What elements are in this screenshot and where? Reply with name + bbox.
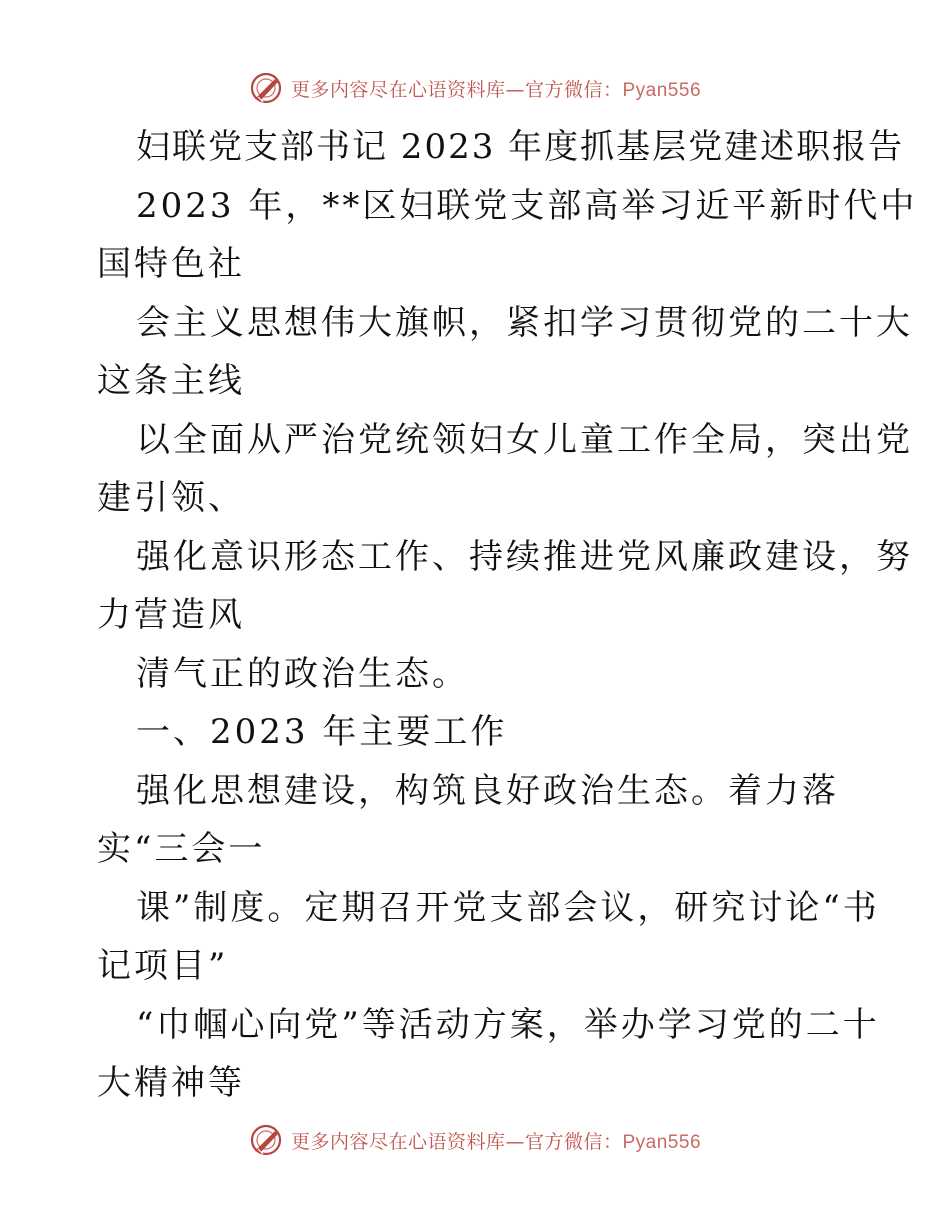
paragraph-line: 清气正的政治生态。 bbox=[136, 653, 469, 694]
footer-watermark bbox=[0, 1118, 950, 1162]
watermark-wechat-id: Pyan556 bbox=[622, 1131, 702, 1153]
paragraph-line: 会主义思想伟大旗帜，紧扣学习贯彻党的二十大 bbox=[136, 302, 913, 343]
section-heading: 一、2023 年主要工作 bbox=[136, 712, 508, 752]
paragraph-line: 建引领、 bbox=[97, 478, 245, 518]
quill-seal-icon bbox=[249, 1123, 283, 1157]
quill-seal-icon bbox=[249, 71, 283, 105]
header-watermark bbox=[0, 66, 950, 110]
watermark-text: 更多内容尽在心语资料库—官方微信： bbox=[290, 1130, 623, 1153]
watermark-text: 更多内容尽在心语资料库—官方微信： bbox=[290, 78, 623, 101]
paragraph-line: 力营造风 bbox=[97, 595, 245, 635]
paragraph-line: “巾帼心向党”等活动方案，举办学习党的二十 bbox=[136, 1004, 880, 1045]
document-title: 妇联党支部书记 2023 年度抓基层党建述职报告 bbox=[136, 127, 905, 167]
paragraph-line: 强化思想建设，构筑良好政治生态。着力落 bbox=[136, 770, 839, 811]
paragraph-line: 强化意识形态工作、持续推进党风廉政建设，努 bbox=[136, 536, 913, 577]
document-body bbox=[97, 118, 918, 1113]
paragraph-line: 课”制度。定期召开党支部会议，研究讨论“书 bbox=[136, 887, 880, 928]
paragraph-line: 以全面从严治党统领妇女儿童工作全局，突出党 bbox=[136, 419, 913, 460]
paragraph-line: 大精神等 bbox=[97, 1063, 245, 1103]
paragraph-line: 这条主线 bbox=[97, 361, 245, 401]
paragraph-line: 2023 年，**区妇联党支部高举习近平新时代中 bbox=[136, 185, 918, 226]
paragraph-line: 实“三会一 bbox=[97, 829, 266, 869]
paragraph-line: 记项目” bbox=[97, 946, 229, 986]
watermark-wechat-id: Pyan556 bbox=[622, 79, 702, 101]
paragraph-line: 国特色社 bbox=[97, 244, 245, 284]
